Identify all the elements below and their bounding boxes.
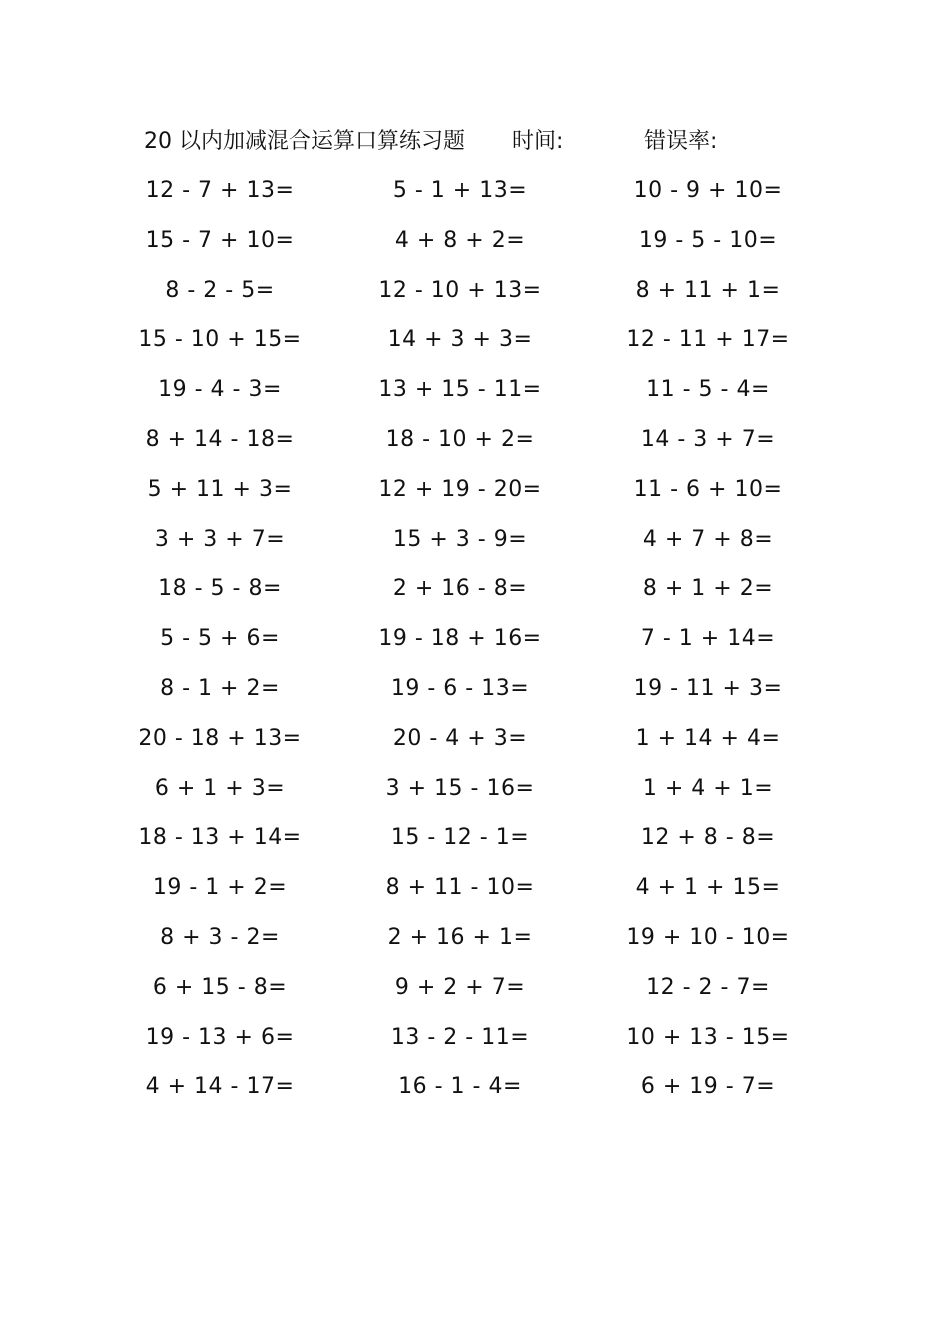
problem-item: 19 - 13 + 6= bbox=[145, 1024, 295, 1050]
problem-item: 15 - 10 + 15= bbox=[138, 327, 302, 353]
problem-item: 16 - 1 - 4= bbox=[398, 1074, 522, 1100]
problem-item: 18 - 5 - 8= bbox=[158, 576, 282, 602]
problem-row bbox=[0, 1062, 950, 1112]
problem-item: 12 - 7 + 13= bbox=[145, 178, 295, 203]
problem-item: 2 + 16 + 1= bbox=[387, 924, 533, 950]
problem-item: 12 + 19 - 20= bbox=[378, 476, 542, 502]
problem-row bbox=[0, 515, 950, 565]
time-label: 时间: bbox=[512, 129, 564, 154]
problem-item: 6 + 15 - 8= bbox=[152, 974, 288, 1000]
problem-item: 19 - 6 - 13= bbox=[390, 675, 530, 701]
problem-item: 5 + 11 + 3= bbox=[147, 476, 293, 502]
problem-item: 19 - 11 + 3= bbox=[633, 675, 783, 701]
problem-grid bbox=[0, 166, 950, 1112]
problem-item: 15 - 7 + 10= bbox=[145, 227, 295, 253]
problem-item: 8 + 3 - 2= bbox=[160, 924, 280, 950]
problem-item: 5 - 5 + 6= bbox=[160, 626, 280, 652]
problem-item: 19 - 5 - 10= bbox=[638, 227, 778, 253]
problem-row bbox=[0, 614, 950, 664]
problem-row bbox=[0, 813, 950, 863]
problem-item: 8 + 1 + 2= bbox=[642, 576, 774, 602]
problem-item: 19 - 18 + 16= bbox=[378, 626, 542, 652]
problem-item: 10 - 9 + 10= bbox=[633, 178, 783, 203]
problem-item: 18 - 13 + 14= bbox=[138, 825, 302, 851]
problem-item: 4 + 8 + 2= bbox=[394, 227, 526, 253]
problem-item: 4 + 7 + 8= bbox=[642, 526, 774, 552]
problem-item: 13 - 2 - 11= bbox=[390, 1024, 530, 1050]
problem-item: 12 - 10 + 13= bbox=[378, 277, 542, 303]
problem-item: 12 - 11 + 17= bbox=[626, 327, 790, 353]
problem-row bbox=[0, 465, 950, 515]
problem-row bbox=[0, 266, 950, 316]
problem-row bbox=[0, 764, 950, 814]
problem-item: 9 + 2 + 7= bbox=[394, 974, 526, 1000]
problem-row bbox=[0, 166, 950, 216]
problem-row bbox=[0, 963, 950, 1013]
problem-item: 11 - 5 - 4= bbox=[646, 377, 770, 403]
problem-item: 3 + 3 + 7= bbox=[154, 526, 286, 552]
problem-row bbox=[0, 863, 950, 913]
problem-item: 3 + 15 - 16= bbox=[385, 775, 535, 801]
problem-item: 6 + 1 + 3= bbox=[154, 775, 286, 801]
problem-row bbox=[0, 913, 950, 963]
problem-item: 8 - 1 + 2= bbox=[160, 675, 280, 701]
problem-item: 18 - 10 + 2= bbox=[385, 426, 535, 452]
problem-item: 14 - 3 + 7= bbox=[640, 426, 776, 452]
worksheet-header bbox=[0, 124, 950, 160]
problem-item: 1 + 4 + 1= bbox=[642, 775, 774, 801]
problem-item: 7 - 1 + 14= bbox=[640, 626, 776, 652]
error-rate-label: 错误率: bbox=[644, 129, 718, 154]
problem-item: 8 + 11 - 10= bbox=[385, 875, 535, 901]
problem-item: 20 - 4 + 3= bbox=[392, 725, 528, 751]
problem-row bbox=[0, 315, 950, 365]
problem-row bbox=[0, 664, 950, 714]
problem-item: 10 + 13 - 15= bbox=[626, 1024, 790, 1050]
problem-item: 15 + 3 - 9= bbox=[392, 526, 528, 552]
worksheet-title: 20 以内加减混合运算口算练习题 bbox=[144, 129, 465, 154]
problem-item: 15 - 12 - 1= bbox=[390, 825, 530, 851]
problem-item: 6 + 19 - 7= bbox=[640, 1074, 776, 1100]
problem-item: 13 + 15 - 11= bbox=[378, 377, 542, 403]
problem-item: 19 - 4 - 3= bbox=[158, 377, 282, 403]
problem-item: 11 - 6 + 10= bbox=[633, 476, 783, 502]
problem-item: 2 + 16 - 8= bbox=[392, 576, 528, 602]
problem-item: 20 - 18 + 13= bbox=[138, 725, 302, 751]
problem-item: 8 + 14 - 18= bbox=[145, 426, 295, 452]
problem-item: 4 + 14 - 17= bbox=[145, 1074, 295, 1100]
problem-item: 8 + 11 + 1= bbox=[635, 277, 781, 303]
problem-item: 1 + 14 + 4= bbox=[635, 725, 781, 751]
problem-row bbox=[0, 365, 950, 415]
problem-row bbox=[0, 714, 950, 764]
problem-item: 8 - 2 - 5= bbox=[165, 277, 275, 303]
problem-item: 4 + 1 + 15= bbox=[635, 875, 781, 901]
problem-row bbox=[0, 564, 950, 614]
problem-item: 19 + 10 - 10= bbox=[626, 924, 790, 950]
problem-row bbox=[0, 216, 950, 266]
problem-row bbox=[0, 415, 950, 465]
problem-item: 19 - 1 + 2= bbox=[152, 875, 288, 901]
problem-item: 12 + 8 - 8= bbox=[640, 825, 776, 851]
problem-row bbox=[0, 1013, 950, 1063]
problem-item: 5 - 1 + 13= bbox=[392, 178, 528, 203]
problem-item: 12 - 2 - 7= bbox=[646, 974, 770, 1000]
problem-item: 14 + 3 + 3= bbox=[387, 327, 533, 353]
